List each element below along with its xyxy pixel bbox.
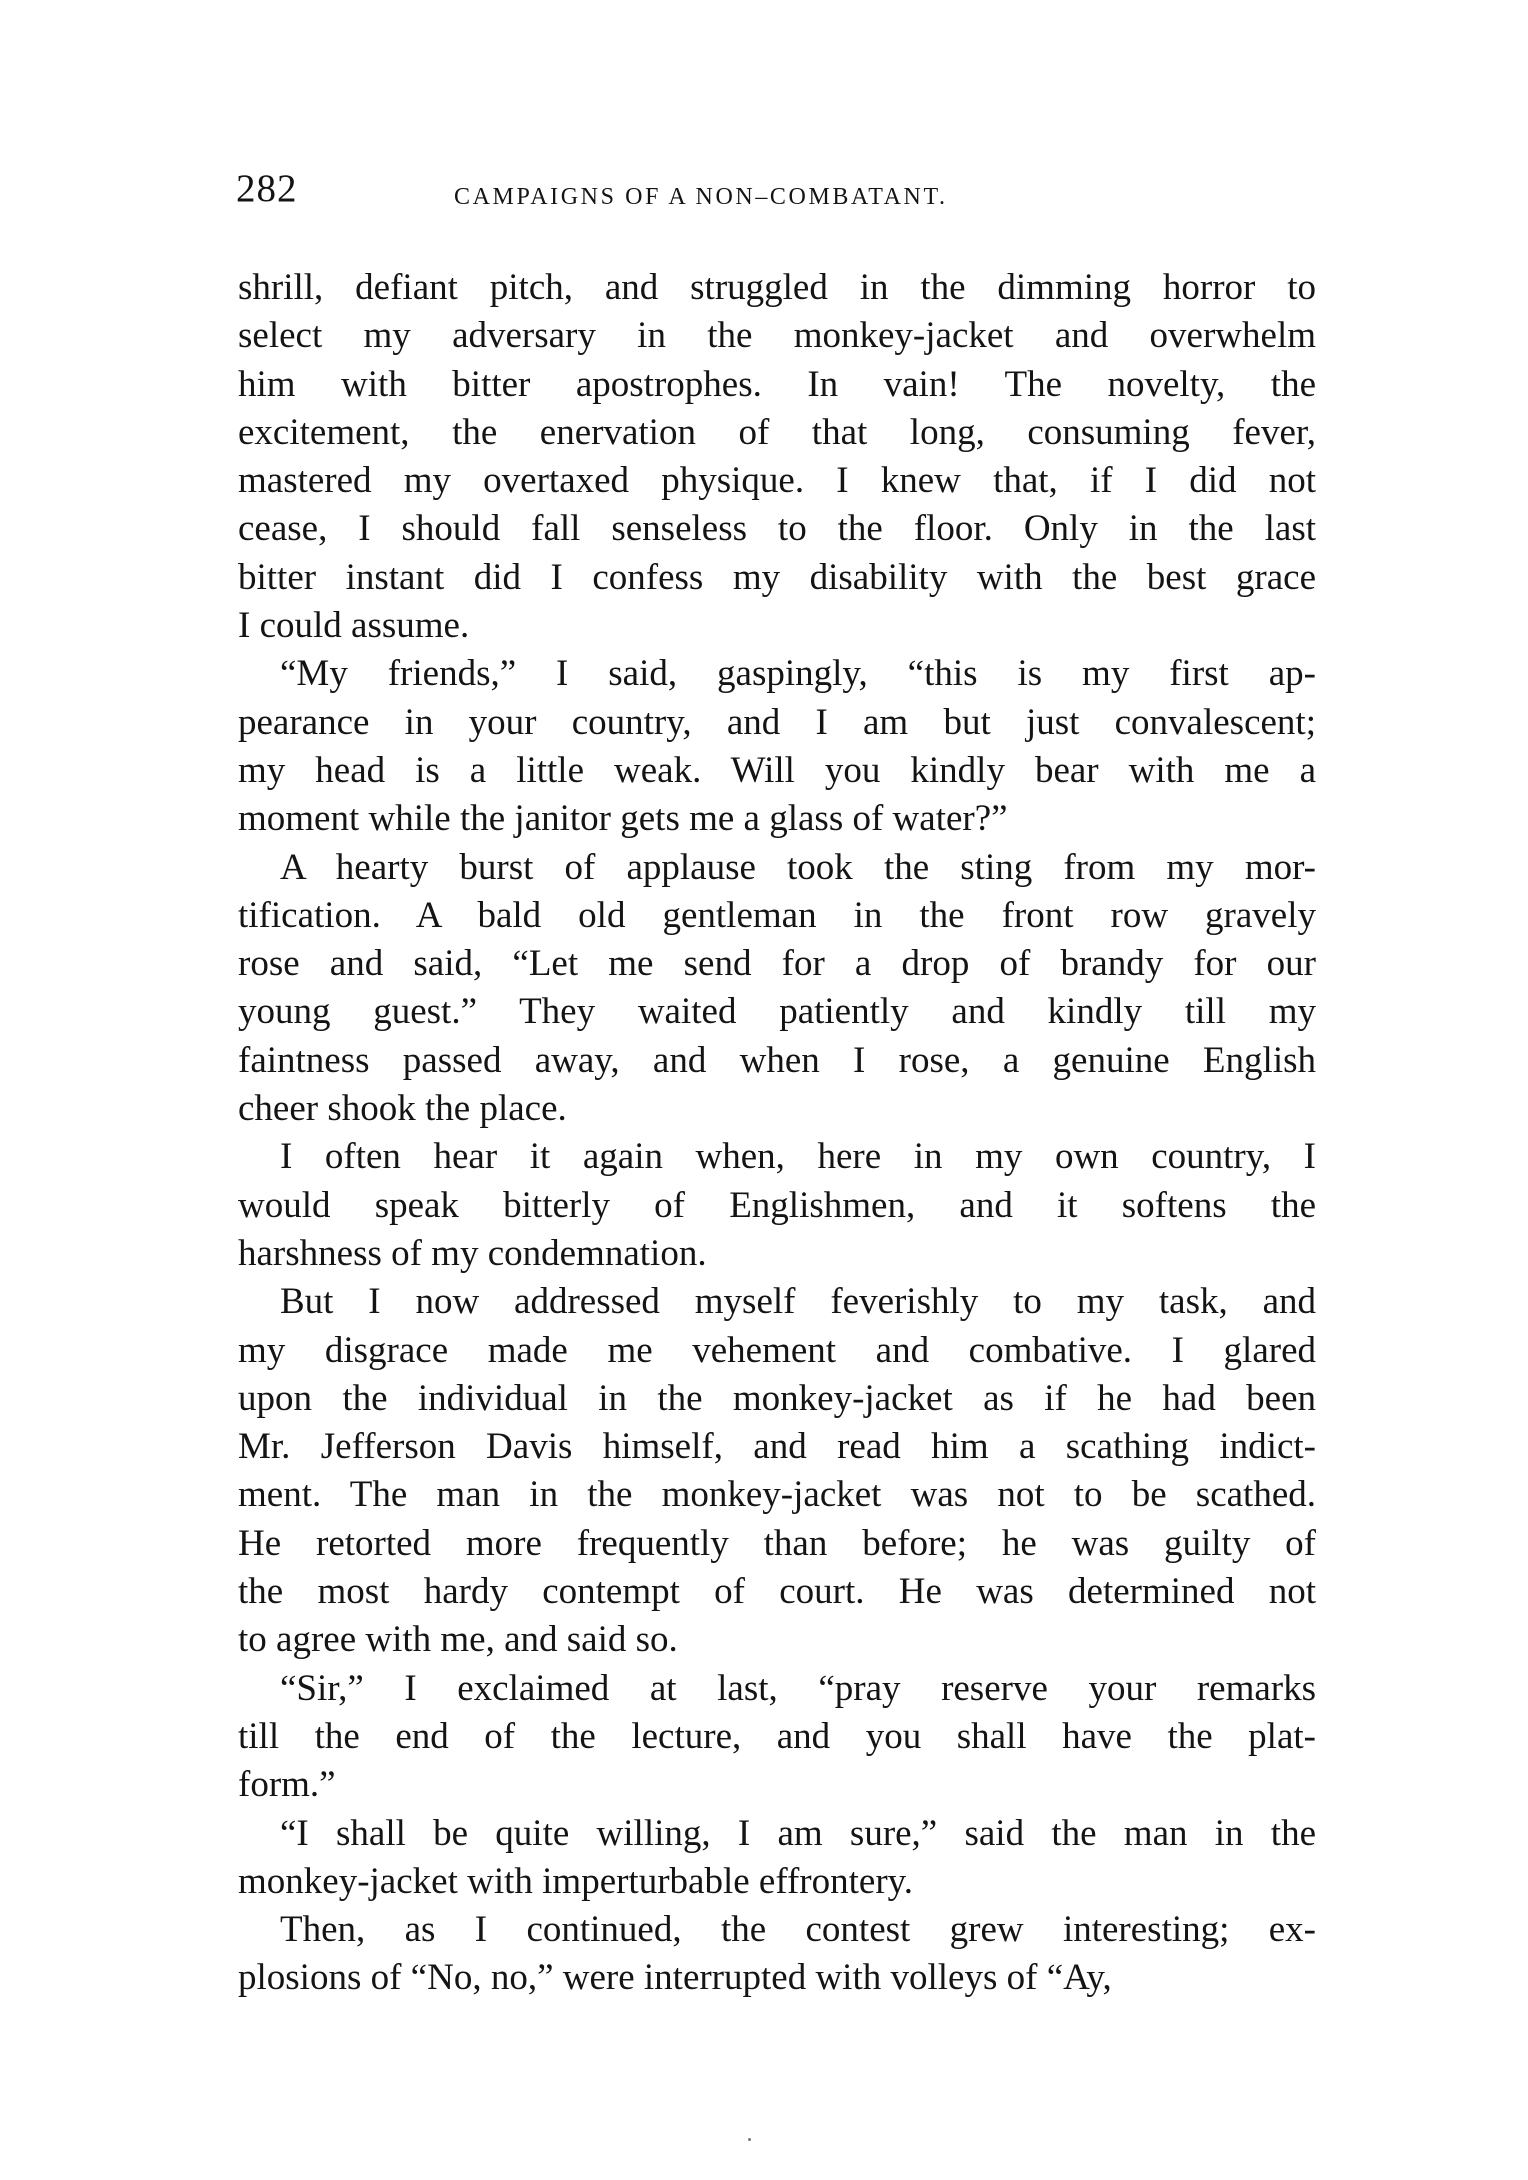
text-line: moment while the janitor gets me a glass of water?” xyxy=(238,798,1008,840)
text-line: “I shall be quite willing, I am sure,” said the man in the xyxy=(280,1812,1316,1854)
text-line: He retorted more frequently than before; he was guilty of xyxy=(238,1522,1316,1564)
text-line: Then, as I continued, the contest grew interesting; ex- xyxy=(280,1909,1316,1951)
text-line: Mr. Jefferson Davis himself, and read him a scathing indict- xyxy=(238,1426,1316,1468)
text-line: A hearty burst of applause took the sting from my mor- xyxy=(280,846,1316,888)
text-line: faintness passed away, and when I rose, a genuine English xyxy=(238,1039,1316,1081)
text-line: young guest.” They waited patiently and kindly till my xyxy=(238,991,1316,1033)
text-line: But I now addressed myself feverishly to my task, and xyxy=(280,1281,1316,1323)
text-line: monkey-jacket with imperturbable effrontery. xyxy=(238,1860,913,1902)
text-line: “My friends,” I said, gaspingly, “this is my first ap- xyxy=(280,653,1316,695)
text-line: I could assume. xyxy=(238,605,470,647)
text-line: “Sir,” I exclaimed at last, “pray reserve your remarks xyxy=(280,1667,1316,1709)
text-line: upon the individual in the monkey-jacket as if he had been xyxy=(238,1377,1316,1419)
text-line: pearance in your country, and I am but just convalescent; xyxy=(238,701,1316,743)
text-line: would speak bitterly of Englishmen, and it softens the xyxy=(238,1184,1316,1226)
page-header xyxy=(236,166,1336,226)
text-line: mastered my overtaxed physique. I knew that, if I did not xyxy=(238,460,1316,502)
text-line: ment. The man in the monkey-jacket was not to be scathed. xyxy=(238,1474,1316,1516)
text-line: my disgrace made me vehement and combative. I glared xyxy=(238,1329,1316,1371)
text-line: tification. A bald old gentleman in the front row gravely xyxy=(238,894,1316,936)
body-text xyxy=(238,264,1316,2003)
text-line: select my adversary in the monkey-jacket and overwhelm xyxy=(238,315,1316,357)
text-line: form.” xyxy=(238,1764,336,1806)
text-line: I often hear it again when, here in my own country, I xyxy=(280,1136,1316,1178)
text-line: harshness of my condemnation. xyxy=(238,1232,707,1274)
text-line: cheer shook the place. xyxy=(238,1088,567,1130)
text-line: till the end of the lecture, and you shall have the plat- xyxy=(238,1715,1316,1757)
text-line: to agree with me, and said so. xyxy=(238,1619,678,1661)
text-line: excitement, the enervation of that long, consuming fever, xyxy=(238,411,1316,453)
text-line: my head is a little weak. Will you kindly bear with me a xyxy=(238,749,1316,791)
text-line: rose and said, “Let me send for a drop of brandy for our xyxy=(238,943,1316,985)
print-speck xyxy=(748,2138,751,2141)
text-line: him with bitter apostrophes. In vain! The novelty, the xyxy=(238,363,1316,405)
text-line: the most hardy contempt of court. He was determined not xyxy=(238,1571,1316,1613)
text-line: cease, I should fall senseless to the floor. Only in the last xyxy=(238,508,1316,550)
running-head: CAMPAIGNS OF A NON–COMBATANT. xyxy=(454,184,948,210)
text-line: shrill, defiant pitch, and struggled in the dimming horror to xyxy=(238,267,1316,308)
page-number: 282 xyxy=(236,167,298,210)
text-line: bitter instant did I confess my disability with the best grace xyxy=(238,556,1316,598)
text-line: plosions of “No, no,” were interrupted with volleys of “Ay, xyxy=(238,1957,1112,1999)
